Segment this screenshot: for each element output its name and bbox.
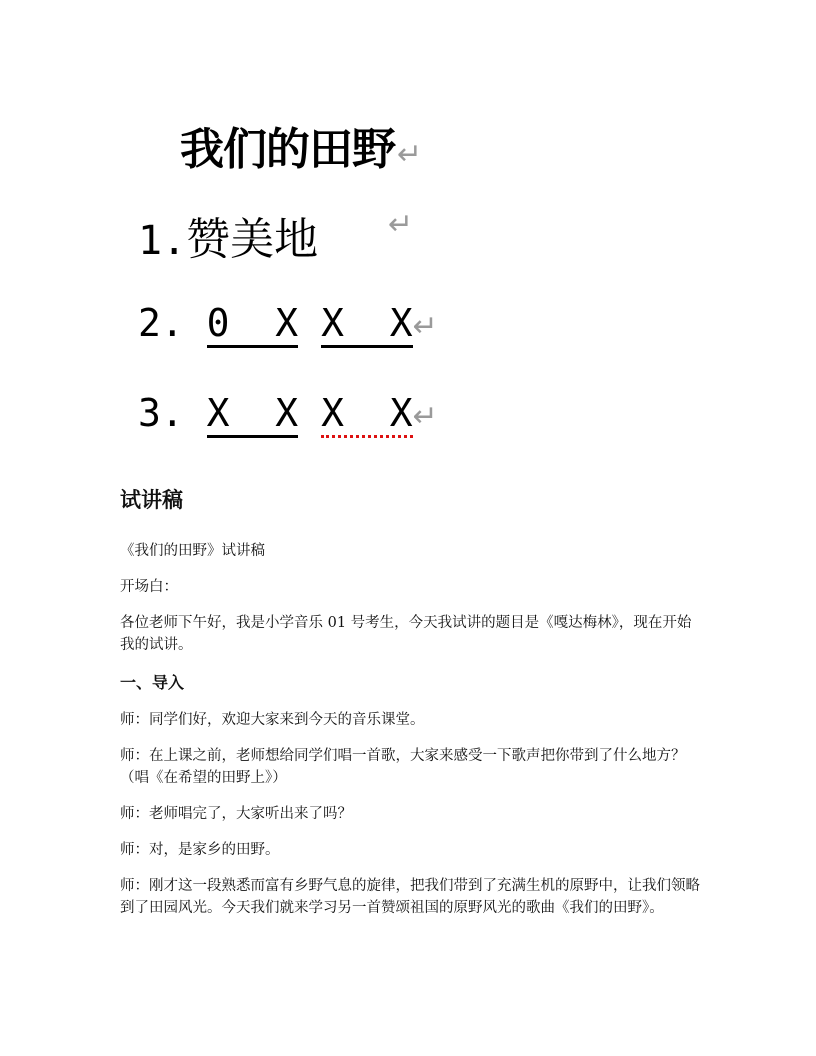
paragraph: 师：对，是家乡的田野。 <box>120 842 280 858</box>
line2-number: 2. <box>138 301 184 345</box>
document-body <box>120 484 700 933</box>
image-line-1 <box>138 203 414 267</box>
paragraph: 师：同学们好，欢迎大家来到今天的音乐课堂。 <box>120 712 425 728</box>
rhythm-line-2 <box>138 301 438 348</box>
opening-label: 开场白： <box>120 579 178 595</box>
subtitle: 《我们的田野》试讲稿 <box>120 543 265 559</box>
return-mark-icon: ↵ <box>412 399 438 434</box>
return-mark-icon: ↵ <box>412 309 438 344</box>
rhythm-line-3 <box>138 391 438 438</box>
line3-number: 3. <box>138 391 184 435</box>
return-mark-icon: ↵ <box>397 137 422 172</box>
rhythm-group: X X <box>207 394 299 438</box>
line1-text: 赞美地 <box>186 214 319 265</box>
rhythm-group: X X <box>321 304 413 348</box>
heading: 试讲稿 <box>120 488 183 512</box>
lesson-image <box>130 105 450 455</box>
paragraph: 师：刚才这一段熟悉而富有乡野气息的旋律，把我们带到了充满生机的原野中，让我们领略到了田园风光。今天我们就来学习另一首赞颂祖国的原野风光的歌曲《我们的田野》。 <box>120 878 700 916</box>
image-title-text: 我们的田野 <box>180 124 395 175</box>
paragraph: 师：在上课之前，老师想给同学们唱一首歌，大家来感受一下歌声把你带到了什么地方？（唱《在希望的田野上》） <box>120 748 686 786</box>
section-heading: 一、导入 <box>120 673 185 692</box>
image-title <box>180 113 421 177</box>
opening-text: 各位老师下午好，我是小学音乐 01 号考生，今天我试讲的题目是《嘎达梅林》，现在开始我的试讲。 <box>120 615 692 653</box>
paragraph: 师：老师唱完了，大家听出来了吗？ <box>120 806 352 822</box>
return-mark-icon: ↵ <box>388 207 414 242</box>
rhythm-group-spellcheck: X X <box>321 394 413 438</box>
line1-number: 1. <box>138 218 187 264</box>
rhythm-group: 0 X <box>207 304 299 348</box>
